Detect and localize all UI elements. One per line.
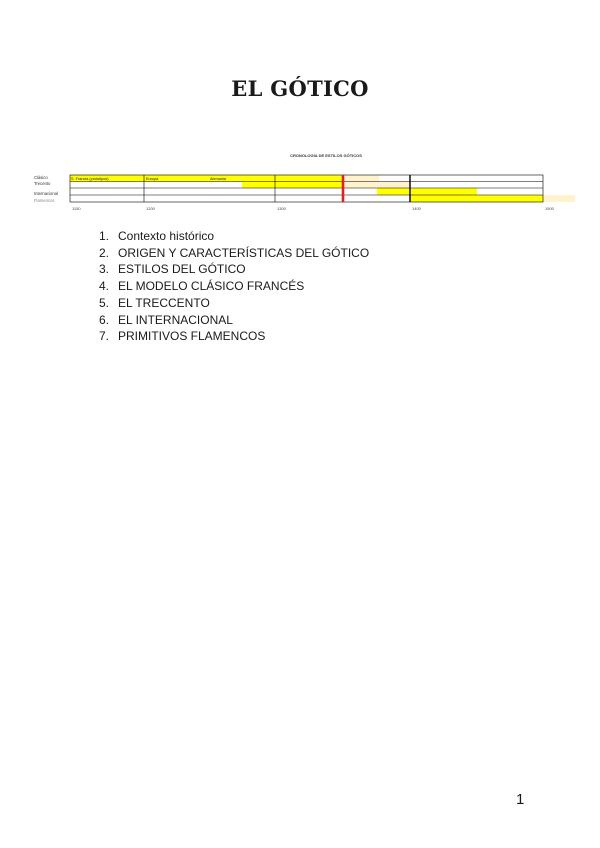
toc-item-label: EL TRECCENTO xyxy=(118,295,210,310)
timeline-row-label: Trecento xyxy=(34,181,51,186)
toc-item-label: Contexto histórico xyxy=(118,229,215,243)
timeline-tick: 1200 xyxy=(146,206,155,211)
toc-item-number: 3. xyxy=(98,262,109,277)
toc-item-number: 7. xyxy=(98,329,109,344)
timeline-row-label: Flamencos xyxy=(34,198,55,203)
timeline-note: S. Francia (prototipos) xyxy=(71,176,109,181)
timeline-bar-trecento xyxy=(242,182,343,189)
timeline-bar-internacional xyxy=(377,188,477,195)
toc-item-label: ESTILOS DEL GÓTICO xyxy=(118,262,246,277)
toc-item xyxy=(98,245,370,262)
timeline-row-label: Clásico xyxy=(34,175,48,180)
toc-item-number: 5. xyxy=(98,295,109,310)
timeline-tick: 1300 xyxy=(277,206,286,211)
table-of-contents xyxy=(98,228,370,345)
timeline-bar-flamencos xyxy=(410,195,543,202)
toc-item-number: 1. xyxy=(98,229,109,243)
timeline-bar-clasico xyxy=(70,175,343,182)
timeline-title: CRONOLOGÍA DE ESTILOS GÓTICOS xyxy=(290,153,362,158)
timeline-bar-flamencos-light xyxy=(543,195,575,202)
timeline-row-label: Internacional xyxy=(34,191,58,196)
toc-item-label: EL MODELO CLÁSICO FRANCÉS xyxy=(118,279,305,294)
timeline-bar-clasico-light xyxy=(343,175,379,182)
toc-item xyxy=(98,278,369,295)
document-title: EL GÓTICO xyxy=(231,76,369,101)
timeline-chart xyxy=(20,150,580,220)
toc-item xyxy=(98,228,369,245)
timeline-tick: 1150 xyxy=(72,206,81,211)
toc-item xyxy=(98,295,369,312)
timeline-tick: 1400 xyxy=(412,206,421,211)
timeline-note: Europa xyxy=(146,176,159,181)
toc-item xyxy=(98,312,369,329)
toc-item-number: 6. xyxy=(98,312,109,327)
toc-item-label: PRIMITIVOS FLAMENCOS xyxy=(118,329,266,344)
toc-item-number: 2. xyxy=(98,245,109,260)
toc-item xyxy=(98,328,369,345)
timeline-tick: 1500 xyxy=(545,206,554,211)
toc-item-label: EL INTERNACIONAL xyxy=(118,312,233,327)
page-number: 1 xyxy=(516,791,525,808)
toc-item xyxy=(98,261,369,278)
timeline-note: Alemania xyxy=(210,176,226,181)
toc-item-number: 4. xyxy=(98,279,109,294)
timeline-bar-trecento-light xyxy=(343,182,410,189)
toc-item-label: ORIGEN Y CARACTERÍSTICAS DEL GÓTICO xyxy=(118,245,370,260)
